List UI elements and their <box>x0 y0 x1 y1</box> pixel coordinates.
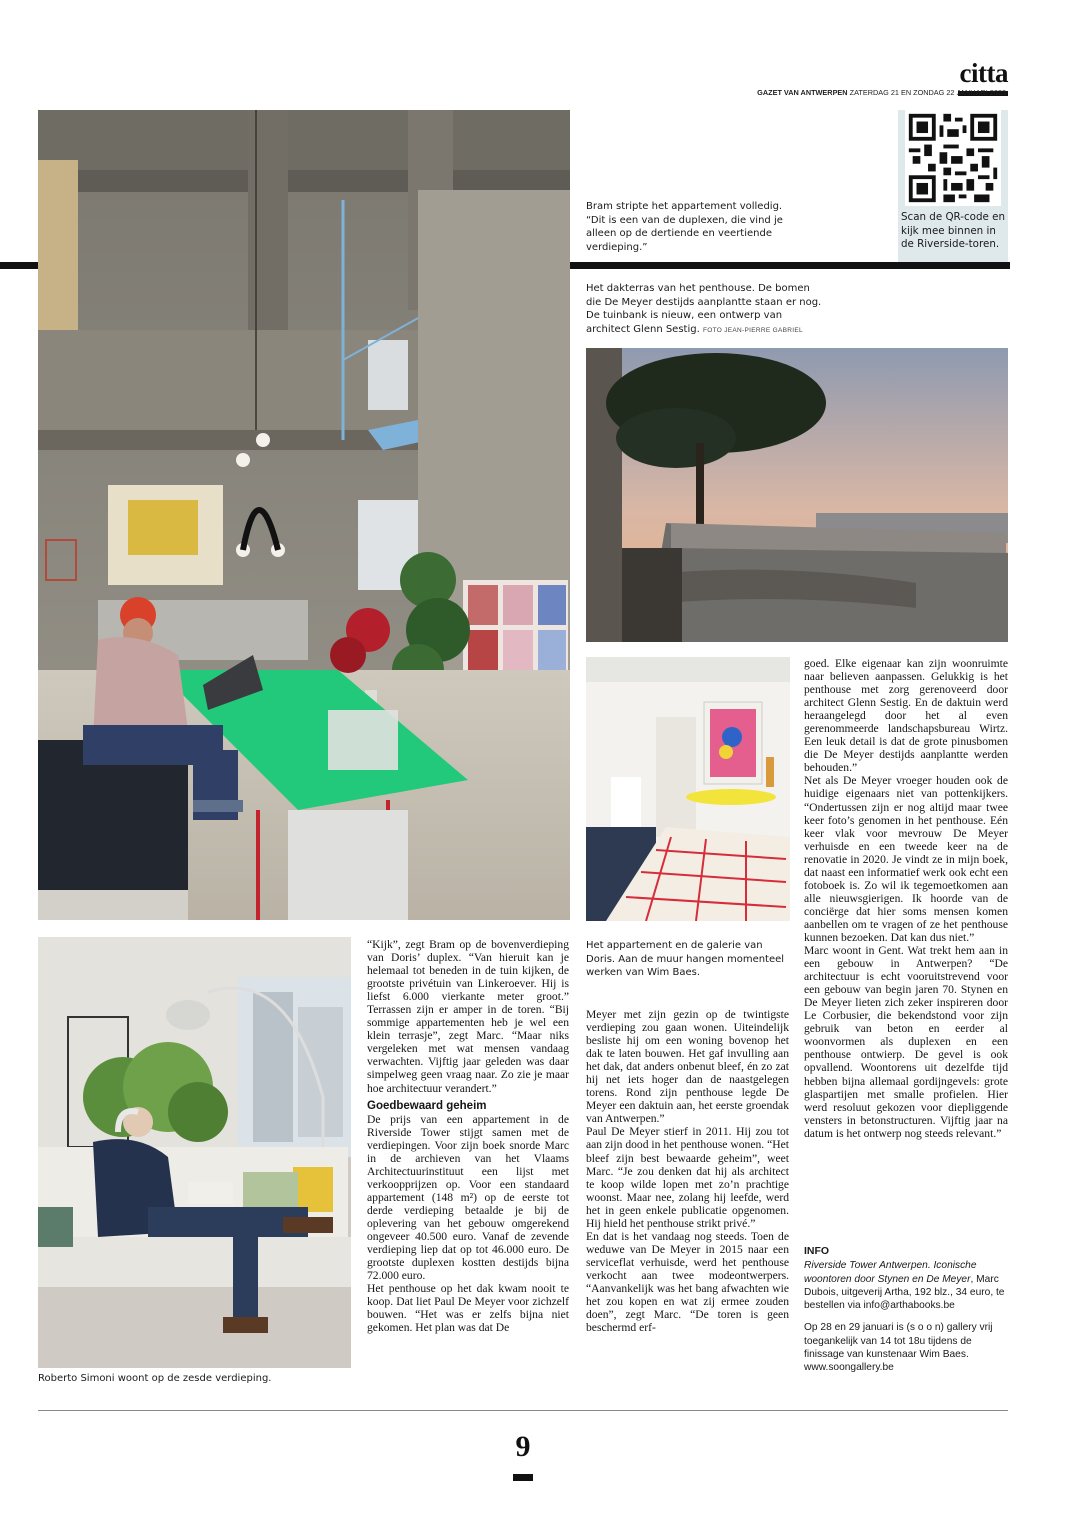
photo-gallery-apartment <box>586 657 790 921</box>
paragraph: goed. Elke eigenaar kan zijn woonruimte naar believen aanpassen. Gelukkig is het penthouse met zorg gerenoveerd door architect Glenn Sestig. En de daktuin werd heraangelegd door het al even gerenommeerde landschapsbureau Wirtz. Een leuk detail is dat de grote pinusbomen die De Meyer destijds aanplantte werden behouden.” <box>804 657 1008 775</box>
subheading: Goedbewaard geheim <box>367 1099 487 1112</box>
qr-block <box>898 110 1008 262</box>
photo-loft-interior <box>38 110 570 920</box>
gallery-illustration <box>586 657 790 921</box>
book-title: Riverside Tower Antwerpen. Iconische woontoren door Stynen en De Meyer <box>804 1260 977 1285</box>
section-rule-left <box>0 262 38 269</box>
photo-roberto-living-room <box>38 937 351 1368</box>
article-column-3 <box>804 657 1008 1140</box>
paragraph: De prijs van een appartement in de Riverside Tower stijgt samen met de verdiepingen. Voor zijn boek snorde Marc in de archieven van het Vlaams Architectuurinstituut een lijst met verkoopprijzen op. Voor een standaard appartement (148 m²) op de eerste tot derde verdieping betaalde je bij de oplevering van het gebouw omgerekend ongeveer 40.500 euro. Vanaf de zevende verdieping liep dat op tot 46.000 euro. De grootste duplexen kostten destijds bijna 72.000 euro. <box>367 1112 569 1283</box>
caption-terrace-text: Het dakterras van het penthouse. De bomen die De Meyer destijds aanplantte staan er nog. De tuinbank is nieuw, een ontwerp van architect Glenn Sestig. <box>586 283 822 335</box>
gallery-note: Op 28 en 29 januari is (s o o n) gallery vrij toegankelijk van 14 tot 18u tijdens de finissage van kunstenaar Wim Baes. www.soongallery.be <box>804 1322 993 1374</box>
info-box <box>804 1245 1009 1375</box>
book-details: , Marc Dubois, uitgeverij Artha, 192 blz., 34 euro, te bestellen via info@arthabooks.be <box>804 1273 1005 1312</box>
info-book <box>804 1259 1009 1312</box>
section-rule-right <box>570 262 1010 269</box>
paragraph: Net als De Meyer vroeger houden ook de huidige eigenaars niet van pottenkijkers. “Ondertussen zijn er nog altijd maar twee keer foto’s genomen in het penthouse. Eén keer vlak voor mevrouw De Meyer verhuisde en een tweede keer na de renovatie in 2020. Je vindt ze in mijn boek, dat naast een informatief werk ook echt een fotoboek is. Zo wil ik tegemoetkomen aan alle nieuwsgierigen. Ik hoorde van de conciërge dat hier soms mensen komen aanbellen om te vragen of ze het penthouse kunnen bezoeken. Dat kan dus niet.” <box>804 774 1008 944</box>
paragraph: Meyer met zijn gezin op de twintigste verdieping zou gaan wonen. Uiteindelijk besliste hij om een woning bovenop het dak te laten bouwen. Het gaf invulling aan het dak, dat anders onbenut bleef, én zo zat hij net iets hoger dan de naastgelegen torens. Rond zijn penthouse legde De Meyer een daktuin aan, het eerste groendak van Antwerpen.” <box>586 1008 789 1126</box>
caption-gallery: Het appartement en de galerie van Doris. Aan de muur hangen momenteel werken van Wim Baes. <box>586 940 785 979</box>
caption-roberto: Roberto Simoni woont op de zesde verdieping. <box>38 1373 272 1384</box>
footer-rule <box>38 1410 1008 1411</box>
living-room-illustration <box>38 937 351 1368</box>
page-number: 9 <box>515 1430 531 1463</box>
page-dateline <box>700 88 1006 97</box>
paragraph: “Kijk”, zegt Bram op de bovenverdieping van Doris’ duplex. “Van hieruit kan je helemaal tot beneden in de tuin kijken, de grootste privétuin van Linkeroever. Hij is liefst 6.000 vierkante meter groot.” Terrassen zijn er amper in de toren. “Bij sommige appartementen heb je wel een klein terrasje”, zegt Marc. “Maar niks vergeleken met wat mensen vandaag verwachten. Vijftig jaar geleden was daar simpelweg geen vraag naar. Zo zie je maar hoe architectuur verandert.” <box>367 938 569 1095</box>
issue-date: ZATERDAG 21 EN ZONDAG 22 JANUARI 2023 <box>849 88 1006 97</box>
caption-stairs: Bram stripte het appartement volledig. “Dit is een van de duplexen, die vind je alleen op de dertiende en veertiende verdieping.” <box>586 201 783 253</box>
article-column-2 <box>586 1008 789 1334</box>
paragraph: En dat is het vandaag nog steeds. Toen de weduwe van De Meyer in 2015 naar een serviceflat verhuisde, werd het penthouse verkocht aan twee modeontwerpers. “Aanvankelijk was het bang afwachten wie het zou kopen en wat zij ermee zouden doen”, zegt Marc. “De toren is geen beschermd erf- <box>586 1229 789 1335</box>
paragraph: Marc woont in Gent. Wat trekt hem aan in een gebouw in Antwerpen? “De architectuur is echt vooruitstrevend voor een gebouw van begin jaren 70. Stynen en De Meyer lieten zich zeker inspireren door Le Corbusier, die bekendstond voor zijn gebruik van beton en eerder al woonvormen als duplexen en een penthouse ontwierp. De gevel is ook opvallend. Woontorens uit dezelfde tijd hebben bijna allemaal gordijngevels: grote glaspartijen met smalle profielen. Hier werd resoluut gekozen voor diepliggende vensters in betonstructuren. Vijftig jaar na datum is het ontwerp nog steeds relevant.” <box>804 944 1008 1140</box>
page-number-bar <box>513 1474 533 1481</box>
paper-name: GAZET VAN ANTWERPEN <box>757 88 848 97</box>
caption-terrace <box>586 282 826 337</box>
qr-text: Scan de QR-code en kijk mee binnen in de Riverside-toren. <box>901 211 1005 250</box>
brand-logo: citta <box>959 58 1008 88</box>
paragraph: Het penthouse op het dak kwam nooit te koop. Dat liet Paul De Meyer voor zichzelf bouwen. “Het was er zelfs bijna niet gekomen. Het plan was dat De <box>367 1282 569 1335</box>
qr-code-icon <box>905 110 1001 206</box>
terrace-illustration <box>586 348 1008 642</box>
article-column-1 <box>367 938 569 1334</box>
info-heading: INFO <box>804 1245 830 1257</box>
photo-rooftop-terrace <box>586 348 1008 642</box>
loft-illustration <box>38 110 570 920</box>
paragraph: Paul De Meyer stierf in 2011. Hij zou tot aan zijn dood in het penthouse wonen. “Het bleef zijn best bewaarde geheim”, weet Marc. “Je zou denken dat hij als architect te koop wilde lopen met zo’n prachtige woonst. Maar nee, zolang hij leefde, werd het in geen enkele publicatie opgenomen. Hij hield het penthouse strikt privé.” <box>586 1125 789 1230</box>
photo-credit: FOTO JEAN-PIERRE GABRIEL <box>702 326 803 334</box>
